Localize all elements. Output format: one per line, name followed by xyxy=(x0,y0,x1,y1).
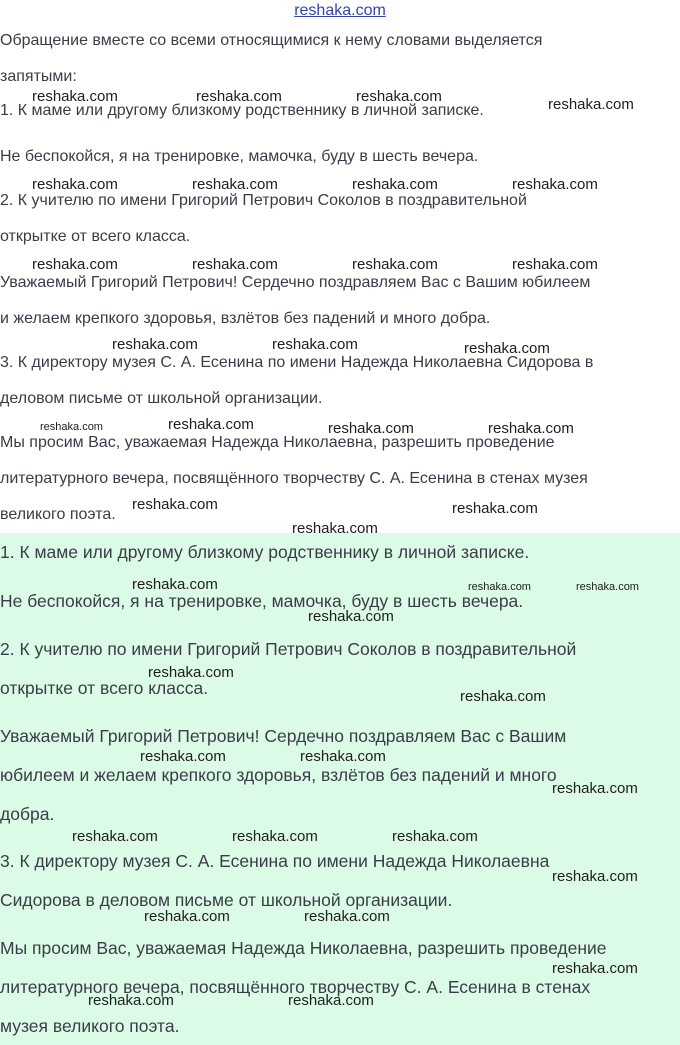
task-example-3-cont: литературного вечера, посвящённого творчеству С. А. Есенина в стенах музея xyxy=(0,470,588,487)
watermark: reshaka.com xyxy=(576,581,639,593)
answer-item-3-cont: Сидорова в деловом письме от школьной организации. xyxy=(0,890,453,910)
answer-example-3-cont: музея великого поэта. xyxy=(0,1016,180,1036)
watermark: reshaka.com xyxy=(352,176,438,193)
task-example-2-cont: и желаем крепкого здоровья, взлётов без падений и много добра. xyxy=(0,310,491,327)
watermark: reshaka.com xyxy=(88,992,174,1009)
watermark: reshaka.com xyxy=(232,828,318,845)
watermark: reshaka.com xyxy=(552,868,638,885)
answer-item-2-cont: открытке от всего класса. xyxy=(0,678,209,698)
watermark: reshaka.com xyxy=(468,581,531,593)
answer-item-2: 2. К учителю по имени Григорий Петрович Соколов в поздравительной xyxy=(0,639,577,659)
task-item-1: 1. К маме или другому близкому родственнику в личной записке. xyxy=(0,102,484,119)
watermark: reshaka.com xyxy=(488,420,574,437)
answer-example-3-cont: литературного вечера, посвящённого творчеству С. А. Есенина в стенах xyxy=(0,977,591,997)
watermark: reshaka.com xyxy=(132,576,218,593)
watermark: reshaka.com xyxy=(32,176,118,193)
watermark: reshaka.com xyxy=(464,340,550,357)
watermark: reshaka.com xyxy=(552,960,638,977)
answer-example-1: Не беспокойся, я на тренировке, мамочка, буду в шесть вечера. xyxy=(0,591,524,611)
watermark: reshaka.com xyxy=(144,908,230,925)
watermark: reshaka.com xyxy=(148,664,234,681)
task-example-1: Не беспокойся, я на тренировке, мамочка, буду в шесть вечера. xyxy=(0,148,479,165)
watermark: reshaka.com xyxy=(112,336,198,353)
watermark: reshaka.com xyxy=(192,256,278,273)
task-item-3: 3. К директору музея С. А. Есенина по имени Надежда Николаевна Сидорова в xyxy=(0,354,594,371)
watermark: reshaka.com xyxy=(392,828,478,845)
watermark: reshaka.com xyxy=(132,496,218,513)
watermark: reshaka.com xyxy=(512,176,598,193)
watermark: reshaka.com xyxy=(452,500,538,517)
watermark: reshaka.com xyxy=(140,748,226,765)
watermark: reshaka.com xyxy=(300,748,386,765)
watermark: reshaka.com xyxy=(460,688,546,705)
task-example-2: Уважаемый Григорий Петрович! Сердечно поздравляем Вас с Вашим юбилеем xyxy=(0,274,591,291)
task-item-2-cont: открытке от всего класса. xyxy=(0,228,191,245)
watermark: reshaka.com xyxy=(40,421,103,433)
task-item-2: 2. К учителю по имени Григорий Петрович Соколов в поздравительной xyxy=(0,192,527,209)
watermark: reshaka.com xyxy=(292,520,378,537)
task-intro-line: запятыми: xyxy=(0,68,77,85)
answer-example-2: Уважаемый Григорий Петрович! Сердечно поздравляем Вас с Вашим xyxy=(0,726,567,746)
task-example-3: Мы просим Вас, уважаемая Надежда Николаевна, разрешить проведение xyxy=(0,434,555,451)
task-item-3-cont: деловом письме от школьной организации. xyxy=(0,390,323,407)
watermark: reshaka.com xyxy=(288,992,374,1009)
task-example-3-cont: великого поэта. xyxy=(0,506,116,523)
watermark: reshaka.com xyxy=(512,256,598,273)
answer-example-2-cont: юбилеем и желаем крепкого здоровья, взлётов без падений и много xyxy=(0,765,557,785)
watermark: reshaka.com xyxy=(548,96,634,113)
watermark: reshaka.com xyxy=(192,176,278,193)
answer-example-2-cont: добра. xyxy=(0,804,55,824)
answer-item-1: 1. К маме или другому близкому родственнику в личной записке. xyxy=(0,542,530,562)
watermark: reshaka.com xyxy=(196,88,282,105)
watermark: reshaka.com xyxy=(328,420,414,437)
task-intro-line: Обращение вместе со всеми относящимися к нему словами выделяется xyxy=(0,32,543,49)
watermark: reshaka.com xyxy=(72,828,158,845)
watermark: reshaka.com xyxy=(168,416,254,433)
watermark: reshaka.com xyxy=(356,88,442,105)
answer-item-3: 3. К директору музея С. А. Есенина по имени Надежда Николаевна xyxy=(0,851,550,871)
watermark: reshaka.com xyxy=(308,608,394,625)
site-header-link[interactable]: reshaka.com xyxy=(294,2,386,19)
watermark: reshaka.com xyxy=(272,336,358,353)
watermark: reshaka.com xyxy=(304,908,390,925)
watermark: reshaka.com xyxy=(352,256,438,273)
watermark: reshaka.com xyxy=(32,88,118,105)
watermark: reshaka.com xyxy=(32,256,118,273)
watermark: reshaka.com xyxy=(552,780,638,797)
answer-example-3: Мы просим Вас, уважаемая Надежда Николаевна, разрешить проведение xyxy=(0,938,607,958)
